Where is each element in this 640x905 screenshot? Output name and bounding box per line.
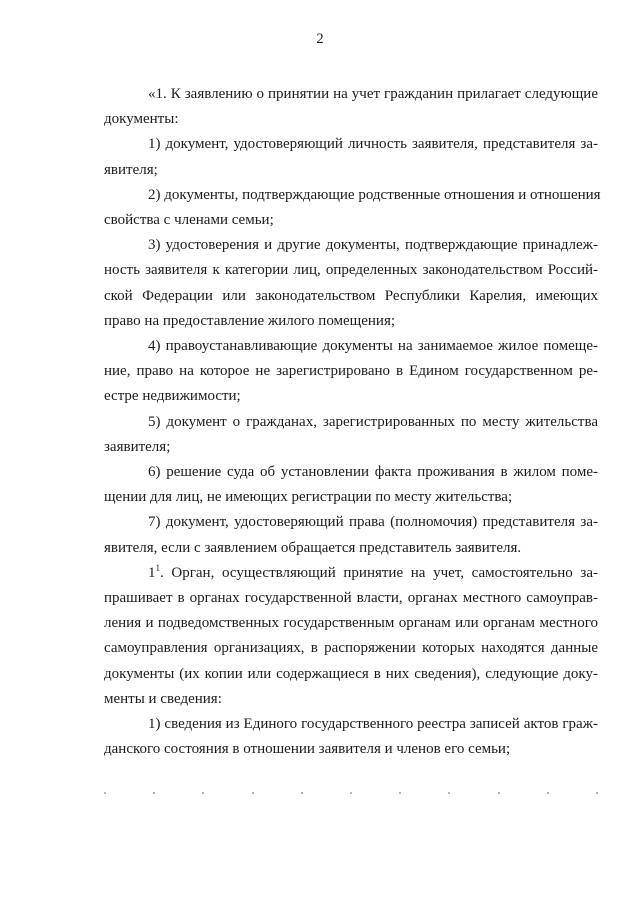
text-line: явителя; [104, 161, 158, 178]
text-line: ность заявителя к категории лиц, определенных законодательством Россий- [104, 262, 598, 279]
paragraph [104, 183, 601, 233]
text-line: право на предоставление жилого помещения; [104, 312, 396, 329]
text-line: самоуправления организациях, в распоряжении которых находятся данные [104, 640, 598, 657]
text-line: явителя, если с заявлением обращается представитель заявителя. [104, 539, 522, 556]
document-body [104, 82, 601, 762]
text-line: 7) документ, удостоверяющий права (полномочия) представителя за- [148, 514, 598, 531]
scan-dot [350, 792, 352, 794]
text-line: 2) документы, подтверждающие родственные отношения и отношения [148, 186, 601, 203]
text-line: 3) удостоверения и другие документы, подтверждающие принадлеж- [148, 237, 598, 254]
superscript-index: 1 [155, 562, 160, 573]
text-line: 6) решение суда об установлении факта проживания в жилом поме- [148, 464, 598, 481]
scan-dot [301, 792, 303, 794]
paragraph [104, 561, 598, 712]
text-line: естре недвижимости; [104, 388, 241, 405]
paragraph [104, 510, 598, 560]
text-line: прашивает в органах государственной власти, органах местного самоуправ- [104, 590, 598, 607]
scan-dot [547, 792, 549, 794]
page-number: 2 [316, 31, 324, 47]
paragraph [104, 82, 598, 132]
text-line: щении для лиц, не имеющих регистрации по месту жительства; [104, 489, 513, 506]
paragraph [104, 334, 598, 410]
scan-dot [252, 792, 254, 794]
scan-dot-row [104, 792, 598, 796]
text-line: свойства с членами семьи; [104, 212, 274, 229]
text-line: «1. К заявлению о принятии на учет гражданин прилагает следующие [148, 86, 598, 102]
paragraph [104, 233, 598, 334]
scan-dot [104, 792, 106, 794]
paragraph [104, 460, 598, 510]
text-line: данского состояния в отношении заявителя и членов его семьи; [104, 741, 511, 758]
paragraph [104, 132, 598, 182]
scan-dot [399, 792, 401, 794]
text-line: документы: [104, 111, 179, 128]
scan-dot [498, 792, 500, 794]
scan-dot [153, 792, 155, 794]
item-number: 1 [148, 564, 156, 581]
scan-dot [202, 792, 204, 794]
text-line: 1) документ, удостоверяющий личность заявителя, представителя за- [148, 136, 598, 153]
text-line: 1) сведения из Единого государственного реестра записей актов граж- [148, 716, 598, 733]
text-line: ние, право на которое не зарегистрировано в Едином государственном ре- [104, 363, 598, 380]
text-line [104, 561, 598, 586]
scan-dot [596, 792, 598, 794]
line-text: . Орган, осуществляющий принятие на учет, самостоятельно за- [160, 564, 598, 581]
text-line: ской Федерации или законодательством Республики Карелия, имеющих [104, 287, 598, 304]
text-line: заявителя; [104, 438, 171, 455]
text-line: 5) документ о гражданах, зарегистрированных по месту жительства [148, 413, 598, 430]
text-line: менты и сведения: [104, 690, 222, 707]
text-line: ления и подведомственных государственным органам или органам местного [104, 615, 598, 632]
text-line: документы (их копии или содержащиеся в них сведения), следующие доку- [104, 665, 598, 682]
paragraph [104, 712, 598, 762]
paragraph [104, 410, 598, 460]
text-line: 4) правоустанавливающие документы на занимаемое жилое помеще- [148, 338, 598, 355]
scan-dot [448, 792, 450, 794]
